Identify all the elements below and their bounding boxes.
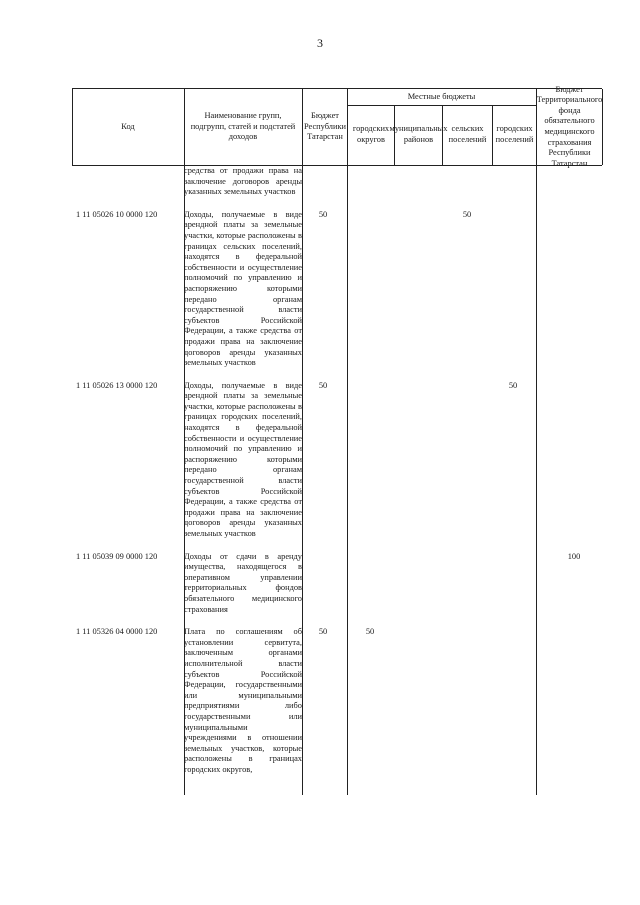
header-code: Код — [121, 121, 135, 131]
row-rt-value: 50 — [318, 627, 328, 637]
table-header — [72, 84, 603, 168]
header-local-budgets: Местные бюджеты — [407, 91, 476, 101]
table-row — [72, 552, 602, 628]
row-fund-value: 100 — [567, 551, 581, 561]
row-name: Доходы, получаемые в виде арендной платы за земельные участки, которые расположены в границах городских поселений, находятся в федеральной собственности и осуществление полномочий по управлению и распоряжению которыми передано органам государственной власти субъектов Российской Федерации, а также средства от продажи права на заключение договоров аренды указанных земельных участков — [184, 380, 302, 538]
header-urban-settlements: городских поселений — [495, 124, 534, 144]
row-urban-value: 50 — [365, 627, 375, 637]
row-code: 1 11 05026 13 0000 120 — [76, 380, 158, 390]
row-code: 1 11 05039 09 0000 120 — [76, 551, 158, 561]
table-row — [72, 627, 602, 795]
header-budget-rt: Бюджет Республики Татарстан — [303, 111, 346, 142]
table-row — [72, 210, 602, 381]
row-rt-value: 50 — [318, 209, 328, 219]
row-code: 1 11 05026 10 0000 120 — [76, 209, 158, 219]
row-settlement-value: 50 — [508, 380, 518, 390]
row-name: Доходы, получаемые в виде арендной платы за земельные участки, которые расположены в границах сельских поселений, находятся в федеральной собственности и осуществление полномочий по управлению и распоряжению которыми передано органам государственной власти субъектов Российской Федерации, а также средства от продажи права на заключение договоров аренды указанных земельных участков — [184, 209, 302, 368]
header-urban-districts: городских округов — [352, 124, 390, 144]
row-rt-value: 50 — [318, 380, 328, 390]
row-rural-value: 50 — [462, 209, 472, 219]
header-fund: Бюджет Территориального фонда обязательного медицинского страхования Республики Татарстан — [536, 84, 603, 168]
row-name: Плата по соглашениям об установлении сервитута, заключенным органами исполнительной власти субъектов Российской Федерации, государственными или муниципальными предприятиями либо государственными или муниципальными учреждениями в отношении земельных участков, которые расположены в границах городских округов, — [184, 627, 302, 774]
page-number: 3 — [317, 36, 323, 50]
table-body — [72, 166, 602, 795]
row-code: 1 11 05326 04 0000 120 — [76, 627, 158, 637]
table-row — [72, 381, 602, 552]
header-name: Наименование групп, подгрупп, статей и подстатей доходов — [190, 111, 296, 142]
table-row: средства от продажи права на заключение договоров аренды указанных земельных участков — [184, 166, 302, 197]
header-rural-settlements: сельских поселений — [448, 124, 487, 144]
row-name: Доходы от сдачи в аренду имущества, находящегося в оперативном управлении территориальных фондов обязательного медицинского страхования — [184, 551, 302, 614]
revenue-table — [72, 84, 603, 795]
header-municipal-districts: муниципальных районов — [389, 124, 448, 144]
